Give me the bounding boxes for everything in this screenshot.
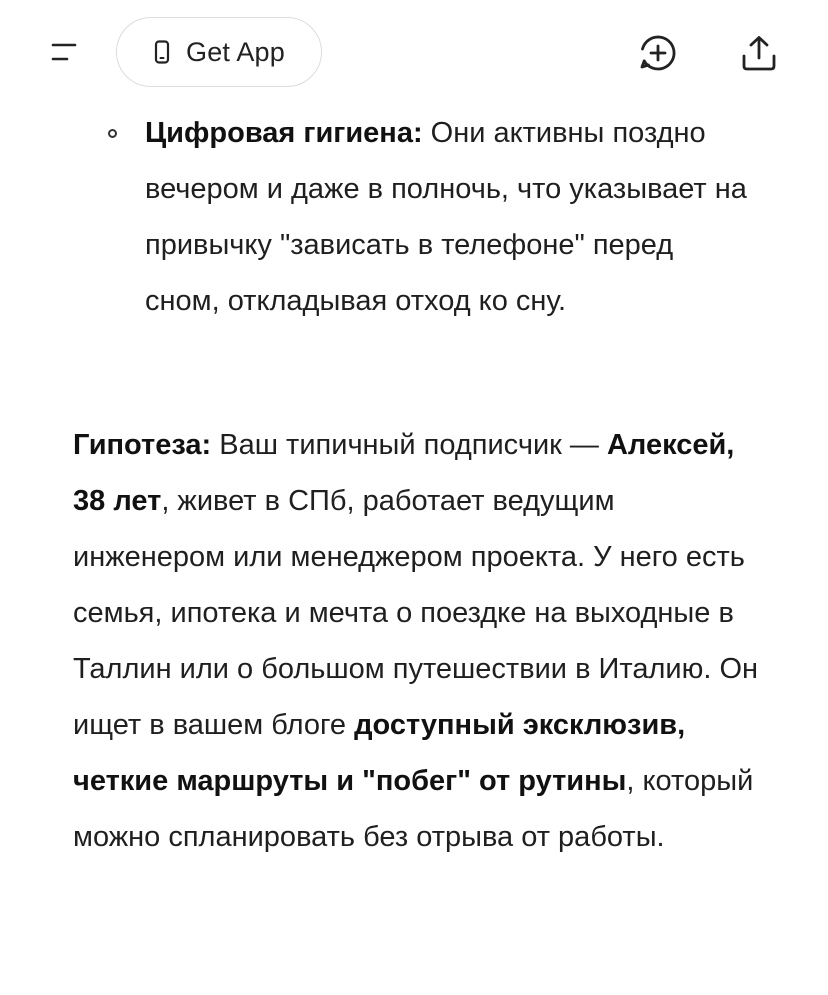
plus-circle-icon: [638, 33, 678, 73]
hypothesis-text-2: , живет в СПб, работает ведущим инженером или менеджером проекта. У него есть семья, ипотека и мечта о поездке на выходные в Таллин или о большом путешествии в Италию. Он ищет в вашем блоге: [73, 485, 759, 741]
hypothesis-paragraph: [73, 417, 773, 865]
hypothesis-text-3: , который можно спланировать без отрыва от работы.: [73, 765, 754, 853]
hypothesis-wants: доступный эксклюзив, четкие маршруты и "побег" от рутины: [73, 709, 686, 797]
get-app-label: Get App: [186, 36, 285, 67]
get-app-button[interactable]: [116, 17, 322, 87]
hypothesis-label: Гипотеза:: [73, 429, 212, 461]
new-chat-button[interactable]: [636, 31, 680, 75]
bullet-marker: [108, 129, 117, 138]
share-button[interactable]: [737, 31, 781, 75]
share-upload-icon: [739, 33, 779, 73]
bullet-bold-term: Цифровая гигиена:: [145, 117, 423, 149]
bullet-text: Они активны поздно вечером и даже в полночь, что указывает на привычку "зависать в телефоне" перед сном, откладывая отход ко сну.: [145, 117, 747, 317]
menu-button[interactable]: [44, 32, 84, 72]
menu-icon: [49, 40, 79, 64]
top-bar: [0, 0, 828, 105]
hypothesis-text-1: Ваш типичный подписчик —: [211, 429, 607, 461]
phone-icon: [151, 40, 173, 64]
hypothesis-persona: Алексей, 38 лет: [73, 429, 735, 517]
list-item-digital-hygiene: [145, 105, 755, 329]
